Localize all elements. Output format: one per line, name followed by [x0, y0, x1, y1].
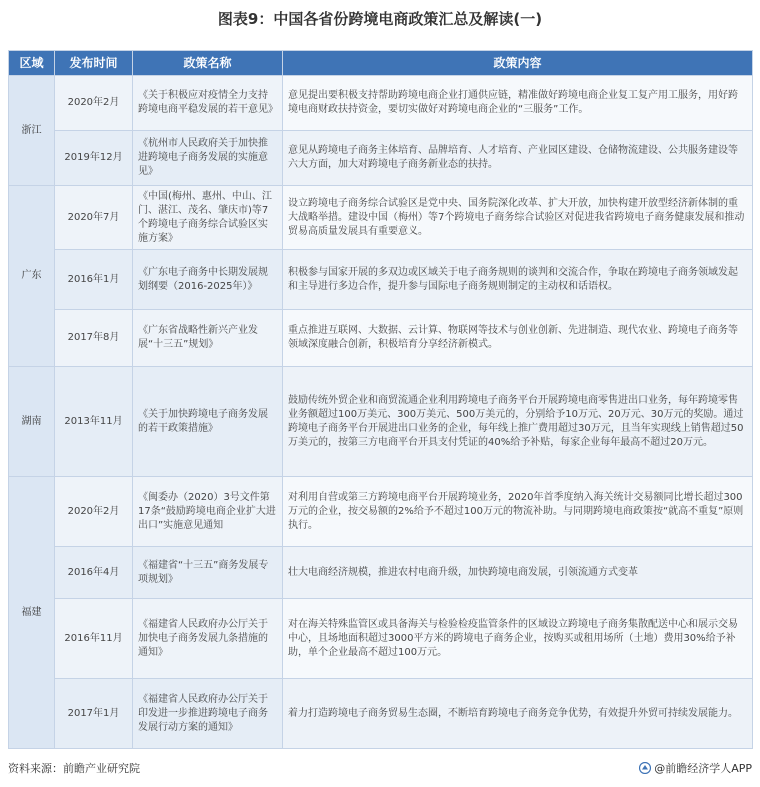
region-zhejiang: 浙江: [9, 76, 55, 186]
brand-text: @前瞻经济学人APP: [654, 762, 752, 775]
table-header-row: [9, 51, 753, 76]
row-policy-content: 意见从跨境电子商务主体培育、品牌培育、人才培育、产业园区建设、仓储物流建设、公共服务建设等六大方面，加大对跨境电子商务新业态的扶持。: [283, 131, 753, 186]
row-policy-content: 对在海关特殊监管区或具备海关与检验检疫监管条件的区域设立跨境电子商务集散配送中心和展示交易中心，且场地面积超过3000平方米的跨境电子商务企业，按购买或租用场所（土地）费用30%给予补助，单个企业最高不超过100万元。: [283, 599, 753, 679]
row-policy-content: 鼓励传统外贸企业和商贸流通企业利用跨境电子商务平台开展跨境电商零售进出口业务，每年跨境零售业务额超过100万美元、300万美元、500万美元的，分别给予10万元、20万元、30万元的奖励。通过跨境电子商务平台开展进出口业务的企业，每年线上推广费用超过30万元，且当年实现线上销售超过50万美元的，按第三方电商平台开具支付凭证的40%给予补贴，每家企业每年最高不超过20万元。: [283, 367, 753, 477]
table-row: [9, 367, 753, 477]
table-row: [9, 547, 753, 599]
row-policy-name: 《广东省战略性新兴产业发展“十三五”规划》: [133, 310, 283, 367]
row-policy-name: 《广东电子商务中长期发展规划纲要（2016-2025年）》: [133, 250, 283, 310]
table-row: [9, 250, 753, 310]
row-policy-name: 《中国(梅州、惠州、中山、江门、湛江、茂名、肇庆市)等7个跨境电子商务综合试验区实施方案》: [133, 186, 283, 250]
region-hunan: 湖南: [9, 367, 55, 477]
page-title: 图表9：中国各省份跨境电商政策汇总及解读(一): [217, 10, 543, 28]
row-policy-name: 《闽委办（2020）3号文件第17条“鼓励跨境电商企业扩大进出口”实施意见通知: [133, 477, 283, 547]
table-row: [9, 76, 753, 131]
table-row: [9, 186, 753, 250]
row-policy-content: 意见提出要积极支持帮助跨境电商企业打通供应链，精准做好跨境电商企业复工复产用工服务，用好跨境电商财政扶持资金，要切实做好对跨境电商企业的“三服务”工作。: [283, 76, 753, 131]
row-policy-name: 《福建省人民政府办公厅关于印发进一步推进跨境电子商务发展行动方案的通知》: [133, 679, 283, 749]
source-note: 资料来源：前瞻产业研究院: [8, 762, 140, 775]
row-policy-name: 《关于积极应对疫情全力支持跨境电商平稳发展的若干意见》: [133, 76, 283, 131]
header-region: 区域: [9, 51, 55, 76]
header-date: 发布时间: [55, 51, 133, 76]
header-policy-content: 政策内容: [283, 51, 753, 76]
table-row: [9, 679, 753, 749]
row-policy-content: 对利用自营或第三方跨境电商平台开展跨境业务，2020年首季度纳入海关统计交易额同比增长超过300万元的企业，按交易额的2%给予不超过100万元的物流补助。与同期跨境电商政策按“就高不重复”原则执行。: [283, 477, 753, 547]
region-guangdong: 广东: [9, 186, 55, 367]
row-policy-content: 积极参与国家开展的多双边或区域关于电子商务规则的谈判和交流合作，争取在跨境电子商务领域发起和主导进行多边合作，提升参与国际电子商务规则制定的主动权和话语权。: [283, 250, 753, 310]
row-date: 2016年1月: [55, 250, 133, 310]
row-policy-content: 设立跨境电子商务综合试验区是党中央、国务院深化改革、扩大开放，加快构建开放型经济新体制的重大战略举措。建设中国（梅州）等7个跨境电子商务综合试验区对促进我省跨境电子商务健康发展和推动贸易高质量发展具有重要意义。: [283, 186, 753, 250]
policy-table: [8, 50, 753, 749]
row-policy-name: 《福建省人民政府办公厅关于加快电子商务发展九条措施的通知》: [133, 599, 283, 679]
row-date: 2020年2月: [55, 477, 133, 547]
header-policy-name: 政策名称: [133, 51, 283, 76]
table-row: [9, 477, 753, 547]
row-policy-name: 《福建省“十三五”商务发展专项规划》: [133, 547, 283, 599]
qianzhan-logo-icon: [639, 762, 651, 774]
row-date: 2017年1月: [55, 679, 133, 749]
table-row: [9, 131, 753, 186]
region-fujian: 福建: [9, 477, 55, 749]
row-date: 2016年4月: [55, 547, 133, 599]
row-policy-name: 《关于加快跨境电子商务发展的若干政策措施》: [133, 367, 283, 477]
table-row: [9, 599, 753, 679]
row-policy-content: 壮大电商经济规模，推进农村电商升级，加快跨境电商发展，引领流通方式变革: [283, 547, 753, 599]
row-date: 2013年11月: [55, 367, 133, 477]
row-date: 2016年11月: [55, 599, 133, 679]
brand-credit: [639, 760, 752, 776]
row-policy-content: 重点推进互联网、大数据、云计算、物联网等技术与创业创新、先进制造、现代农业、跨境电子商务等领域深度融合创新，积极培育分享经济新模式。: [283, 310, 753, 367]
row-policy-name: 《杭州市人民政府关于加快推进跨境电子商务发展的实施意见》: [133, 131, 283, 186]
row-date: 2020年7月: [55, 186, 133, 250]
row-date: 2019年12月: [55, 131, 133, 186]
table-row: [9, 310, 753, 367]
row-date: 2017年8月: [55, 310, 133, 367]
row-policy-content: 着力打造跨境电子商务贸易生态圈，不断培育跨境电子商务竞争优势，有效提升外贸可持续发展能力。: [283, 679, 753, 749]
row-date: 2020年2月: [55, 76, 133, 131]
